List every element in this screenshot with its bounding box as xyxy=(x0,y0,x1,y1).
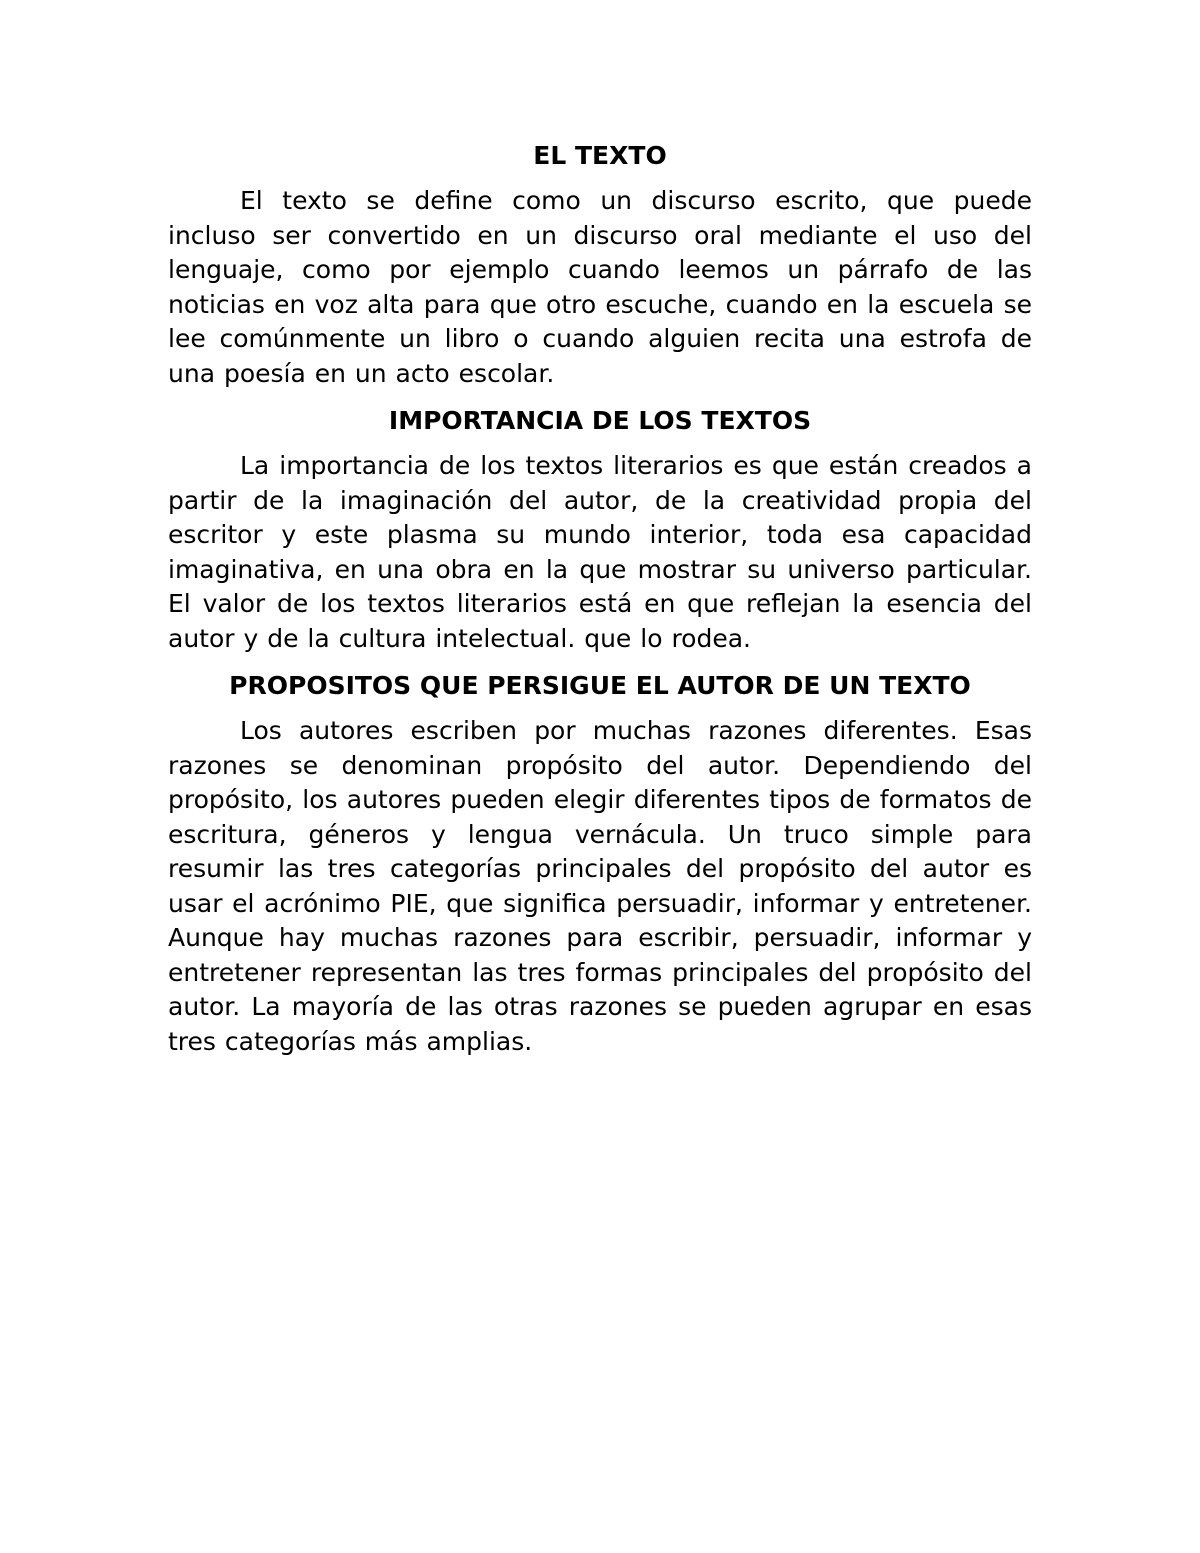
section-paragraph-importancia: La importancia de los textos literarios es que están creados a partir de la imaginación del autor, de la creatividad propia del escritor y este plasma su mundo interior, toda esa capacidad imaginativa, en una obra en la que mostrar su universo particular. El valor de los textos literarios está en que reflejan la esencia del autor y de la cultura intelectual. que lo rodea. xyxy=(168,451,1032,653)
section-heading-propositos: PROPOSITOS QUE PERSIGUE EL AUTOR DE UN TEXTO xyxy=(229,671,971,700)
section-heading-el-texto: EL TEXTO xyxy=(533,141,667,170)
section-heading-importancia: IMPORTANCIA DE LOS TEXTOS xyxy=(388,406,812,435)
document-page xyxy=(168,136,1032,1069)
section-paragraph-propositos: Los autores escriben por muchas razones diferentes. Esas razones se denominan propósito del autor. Dependiendo del propósito, los autores pueden elegir diferentes tipos de formatos de escritura, géneros y lengua vernácula. Un truco simple para resumir las tres categorías principales del propósito del autor es usar el acrónimo PIE, que significa persuadir, informar y entretener. Aunque hay muchas razones para escribir, persuadir, informar y entretener representan las tres formas principales del propósito del autor. La mayoría de las otras razones se pueden agrupar en esas tres categorías más amplias. xyxy=(168,716,1032,1056)
section-paragraph-el-texto: El texto se define como un discurso escrito, que puede incluso ser convertido en un discurso oral mediante el uso del lenguaje, como por ejemplo cuando leemos un párrafo de las noticias en voz alta para que otro escuche, cuando en la escuela se lee comúnmente un libro o cuando alguien recita una estrofa de una poesía en un acto escolar. xyxy=(168,186,1032,388)
